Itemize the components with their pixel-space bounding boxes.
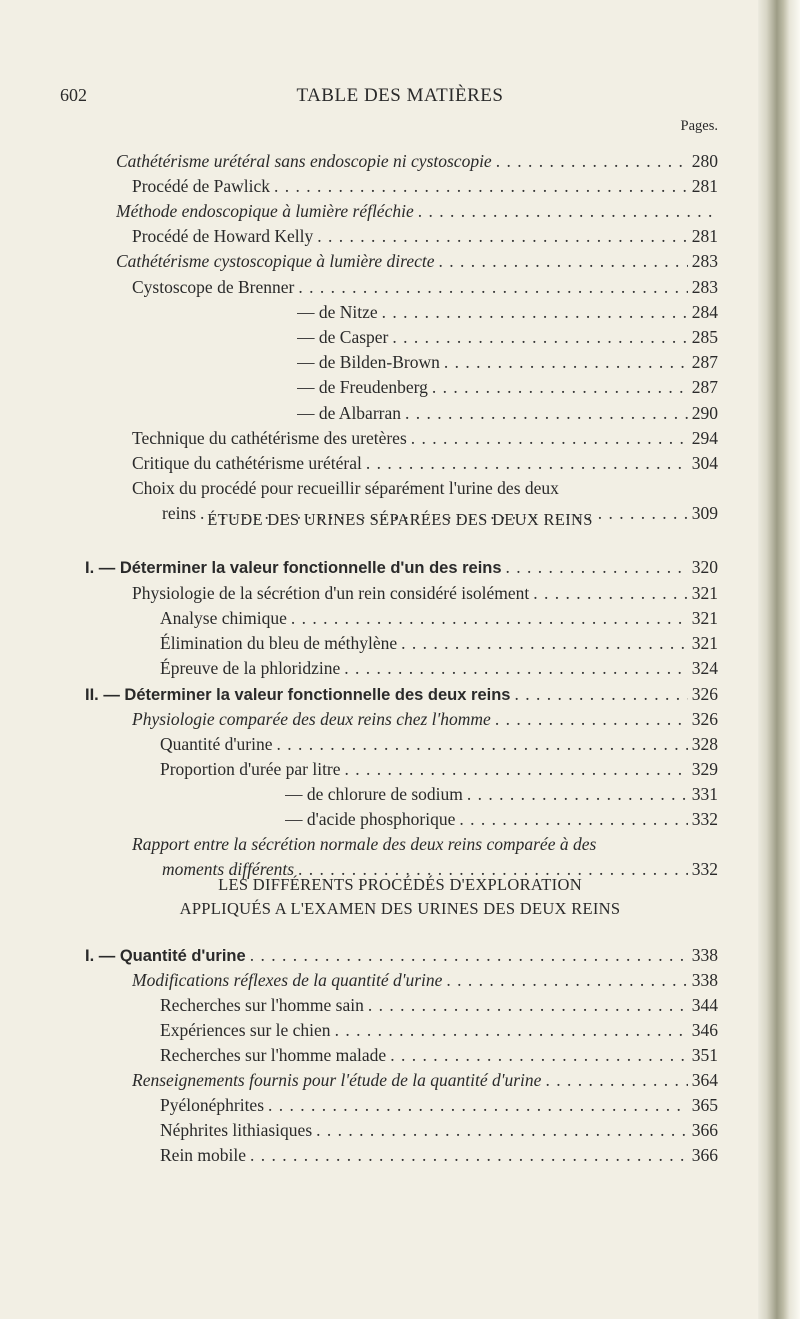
toc-entry-title: Modifications réflexes de la quantité d'urine xyxy=(132,970,443,990)
dot-leader xyxy=(533,582,687,604)
toc-entry-title: I. — Quantité d'urine xyxy=(85,947,246,965)
dot-leader xyxy=(366,452,688,474)
dot-leader xyxy=(250,944,688,966)
toc-entry-page: 328 xyxy=(691,734,718,754)
toc-entry xyxy=(285,783,718,805)
toc-entry-title: Cathétérisme cystoscopique à lumière directe xyxy=(116,251,435,271)
toc-entry-page: 338 xyxy=(691,945,718,965)
toc-entry-page: 280 xyxy=(691,151,718,171)
toc-entry-title: — de Casper xyxy=(297,327,389,347)
toc-entry-title: Quantité d'urine xyxy=(160,734,273,754)
toc-entry xyxy=(85,944,718,967)
toc-entry xyxy=(132,452,718,474)
toc-entry-page: 365 xyxy=(691,1095,718,1115)
dot-leader xyxy=(274,175,688,197)
toc-entry-title: Néphrites lithiasiques xyxy=(160,1120,313,1140)
dot-leader xyxy=(344,657,687,679)
toc-entry xyxy=(116,200,718,222)
page-number: 602 xyxy=(60,85,87,105)
dot-leader xyxy=(438,250,687,272)
toc-entry-page: 332 xyxy=(691,859,718,879)
page-edge-shadow xyxy=(758,0,800,1319)
toc-entry-page: 326 xyxy=(691,709,718,729)
toc-entry-page: 321 xyxy=(691,633,718,653)
toc-entry-title: Critique du cathétérisme urétéral xyxy=(132,453,362,473)
toc-entry xyxy=(132,582,718,604)
toc-entry-title: reins xyxy=(162,503,197,523)
toc-entry-page: 324 xyxy=(691,658,718,678)
dot-leader xyxy=(392,326,687,348)
dot-leader xyxy=(291,607,688,629)
toc-entry-page: 309 xyxy=(691,503,718,523)
toc-entry-page: 366 xyxy=(691,1120,718,1140)
dot-leader xyxy=(268,1094,688,1116)
dot-leader xyxy=(250,1144,688,1166)
toc-entry xyxy=(297,326,718,348)
toc-entry-title: moments différents xyxy=(162,859,295,879)
toc-entry-title: Technique du cathétérisme des uretères xyxy=(132,428,407,448)
toc-entry xyxy=(160,607,718,629)
dot-leader xyxy=(411,427,688,449)
toc-entry xyxy=(132,427,718,449)
toc-entry-page: 290 xyxy=(691,403,718,423)
toc-entry-title: Procédé de Pawlick xyxy=(132,176,271,196)
toc-entry xyxy=(116,150,718,172)
toc-entry xyxy=(132,225,718,247)
toc-entry-page: 366 xyxy=(691,1145,718,1165)
toc-entry xyxy=(285,808,718,830)
dot-leader xyxy=(277,733,688,755)
toc-entry-page: 285 xyxy=(691,327,718,347)
dot-leader xyxy=(467,783,688,805)
toc-entry-title: Rein mobile xyxy=(160,1145,247,1165)
toc-entry xyxy=(297,301,718,323)
toc-entry xyxy=(160,758,718,780)
toc-entry-page: 338 xyxy=(691,970,718,990)
toc-entry-page: 329 xyxy=(691,759,718,779)
toc-entry-title: Physiologie comparée des deux reins chez l'homme xyxy=(132,709,491,729)
toc-entry xyxy=(160,1119,718,1141)
toc-entry xyxy=(116,250,718,272)
toc-entry-page: 283 xyxy=(691,251,718,271)
toc-entry-title: Proportion d'urée par litre xyxy=(160,759,341,779)
toc-entry xyxy=(160,1019,718,1041)
dot-leader xyxy=(335,1019,688,1041)
dot-leader xyxy=(345,758,688,780)
toc-entry xyxy=(132,276,718,298)
toc-entry-page: 321 xyxy=(691,608,718,628)
toc-entry xyxy=(132,175,718,197)
toc-entry xyxy=(85,556,718,579)
toc-entry-title: — de Nitze xyxy=(297,302,378,322)
toc-entry-title: Physiologie de la sécrétion d'un rein considéré isolément xyxy=(132,583,530,603)
toc-entry-page: 351 xyxy=(691,1045,718,1065)
dot-leader xyxy=(506,556,688,578)
dot-leader xyxy=(298,276,687,298)
toc-entry-title: Recherches sur l'homme malade xyxy=(160,1045,387,1065)
toc-entry-title: Renseignements fournis pour l'étude de la quantité d'urine xyxy=(132,1070,542,1090)
running-title: TABLE DES MATIÈRES xyxy=(296,85,504,106)
toc-entry-page: 284 xyxy=(691,302,718,322)
toc-entry-title: Analyse chimique xyxy=(160,608,287,628)
toc-entry xyxy=(160,632,718,654)
toc-entry xyxy=(132,969,718,991)
toc-entry-title: Recherches sur l'homme sain xyxy=(160,995,364,1015)
dot-leader xyxy=(317,225,687,247)
toc-entry xyxy=(132,477,718,499)
dot-leader xyxy=(432,376,688,398)
toc-entry xyxy=(160,657,718,679)
toc-entry xyxy=(160,733,718,755)
toc-entry-title: Méthode endoscopique à lumière réfléchie xyxy=(116,201,414,221)
section-title-procedes-line2: APPLIQUÉS A L'EXAMEN DES URINES DES DEUX REINS xyxy=(179,899,621,918)
toc-entry-title: Rapport entre la sécrétion normale des deux reins comparée à des xyxy=(132,834,597,854)
toc-entry-title: — de Bilden-Brown xyxy=(297,352,440,372)
toc-entry xyxy=(297,376,718,398)
toc-entry xyxy=(297,351,718,373)
dot-leader xyxy=(514,683,687,705)
toc-entry-title: I. — Déterminer la valeur fonctionnelle d'un des reins xyxy=(85,559,502,577)
toc-entry xyxy=(160,994,718,1016)
dot-leader xyxy=(446,969,687,991)
toc-entry-title: — de Freudenberg xyxy=(297,377,428,397)
dot-leader xyxy=(545,1069,687,1091)
dot-leader xyxy=(459,808,687,830)
dot-leader xyxy=(401,632,688,654)
toc-entry-page: 364 xyxy=(691,1070,718,1090)
toc-entry-title: — de chlorure de sodium xyxy=(285,784,463,804)
toc-entry-page: 281 xyxy=(691,176,718,196)
toc-entry xyxy=(160,1144,718,1166)
toc-entry xyxy=(297,402,718,424)
pages-column-label: Pages. xyxy=(680,118,718,134)
dot-leader xyxy=(444,351,688,373)
section-title-etude: ÉTUDE DES URINES SÉPARÉES DES DEUX REINS xyxy=(207,510,593,529)
toc-entry xyxy=(132,1069,718,1091)
toc-entry-page: 321 xyxy=(691,583,718,603)
toc-entry xyxy=(85,683,718,706)
toc-entry-page: 283 xyxy=(691,277,718,297)
toc-entry xyxy=(132,833,718,855)
toc-entry xyxy=(160,1094,718,1116)
toc-entry xyxy=(160,1044,718,1066)
toc-entry-title: Élimination du bleu de méthylène xyxy=(160,633,398,653)
toc-entry-title: Épreuve de la phloridzine xyxy=(160,658,341,678)
toc-entry-title: Choix du procédé pour recueillir séparément l'urine des deux xyxy=(132,478,559,498)
toc-entry-page: 294 xyxy=(691,428,718,448)
section-title-procedes-line1: LES DIFFÉRENTS PROCÉDÉS D'EXPLORATION xyxy=(218,875,582,894)
toc-entry-page: 326 xyxy=(691,684,718,704)
dot-leader xyxy=(382,301,688,323)
toc-entry-title: — d'acide phosphorique xyxy=(285,809,456,829)
dot-leader xyxy=(495,708,688,730)
toc-entry-page: 344 xyxy=(691,995,718,1015)
dot-leader xyxy=(390,1044,688,1066)
toc-entry-page: 332 xyxy=(691,809,718,829)
toc-entry-title: Pyélonéphrites xyxy=(160,1095,265,1115)
dot-leader xyxy=(418,200,714,222)
dot-leader xyxy=(405,402,688,424)
toc-entry-title: II. — Déterminer la valeur fonctionnelle des deux reins xyxy=(85,686,511,704)
toc-entry-title: Cystoscope de Brenner xyxy=(132,277,295,297)
toc-entry-page: 320 xyxy=(691,557,718,577)
toc-entry-title: Procédé de Howard Kelly xyxy=(132,226,314,246)
toc-entry-page: 287 xyxy=(691,377,718,397)
toc-entry-page: 304 xyxy=(691,453,718,473)
toc-entry-page: 331 xyxy=(691,784,718,804)
toc-entry-page: 281 xyxy=(691,226,718,246)
dot-leader xyxy=(368,994,688,1016)
dot-leader xyxy=(496,150,688,172)
toc-entry-title: Expériences sur le chien xyxy=(160,1020,331,1040)
dot-leader xyxy=(316,1119,688,1141)
toc-entry-page: 287 xyxy=(691,352,718,372)
toc-entry-page: 346 xyxy=(691,1020,718,1040)
toc-entry-title: — de Albarran xyxy=(297,403,401,423)
toc-entry-title: Cathétérisme urétéral sans endoscopie ni cystoscopie xyxy=(116,151,492,171)
toc-entry xyxy=(132,708,718,730)
